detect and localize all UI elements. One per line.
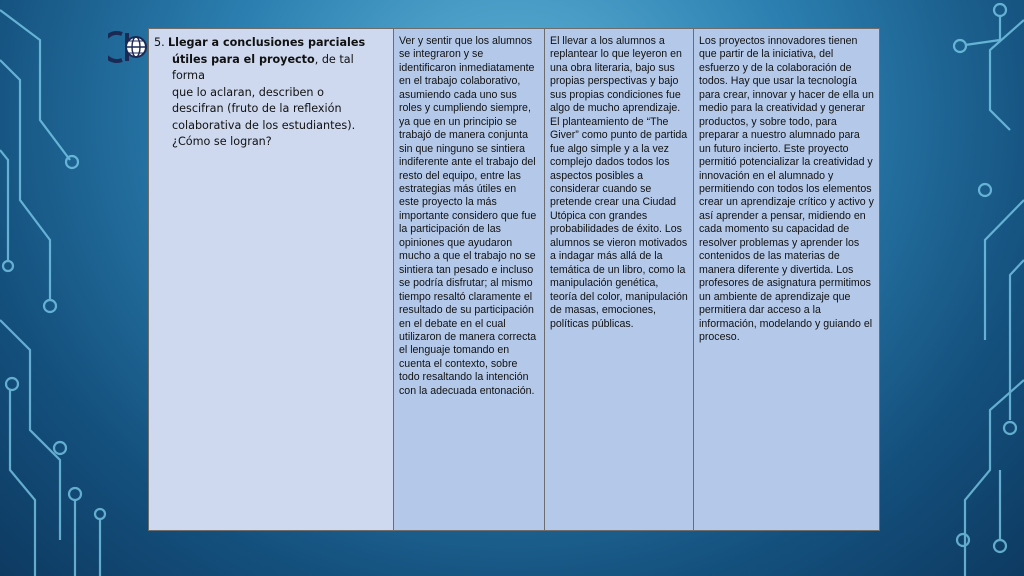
table-row: [149, 29, 880, 531]
question-line-3: que lo aclaran, describen o: [172, 85, 324, 99]
answer-cell-3: [694, 29, 880, 531]
answer-cell-1: [394, 29, 545, 531]
question-line-2: , de tal forma: [172, 52, 354, 82]
question-number: 5.: [154, 36, 165, 49]
answer-text-1: Ver y sentir que los alumnos se integraron y se identificaron inmediatamente en el trabajo colaborativo, asumiendo cada uno sus roles y cumpliendo siempre, ya que en un principio se trabajó de manera conjunta sin que ninguno se sintiera indiferente ante el trabajo del resto del equipo, entre las estrategias más útiles en este proyecto la más importante considero que fue la participación de las opiniones que ayudaron mucho a que el trabajo no se sintiera tan pesado e incluso se podría disfrutar; al mismo tiempo resaltó claramente el resultado de su participación en el debate en el cual utilizaron de manera correcta el lenguaje tomando en cuenta el contexto, sobre todo resaltando la intención con la adecuada entonación.: [399, 35, 537, 397]
answer-text-2: El llevar a los alumnos a replantear lo que leyeron en una obra literaria, bajo sus propias perspectivas y bajo sus propias condiciones fue algo de mucho aprendizaje. El planteamiento de “The Giver” como punto de partida fue algo simple y a la vez complejo dados todos los aspectos posibles a considerar cuando se pretende crear una Ciudad Utópica con grandes probabilidades de éxito. Los alumnos se vieron motivados a indagar más allá de la temática de un libro, como la manipulación genética, teoría del color, manipulación de masas, emociones, políticas públicas.: [550, 35, 688, 330]
question-title-2: útiles para el proyecto: [172, 52, 315, 66]
question-line-5: colaborativa de los estudiantes).: [172, 118, 356, 132]
institution-globe-logo: [108, 30, 148, 64]
answer-text-3: Los proyectos innovadores tienen que partir de la iniciativa, del esfuerzo y de la colaboración de todos. Hay que usar la tecnología para crear, innovar y hacer de ella un medio para la creatividad y generar productos, y sobre todo, para preparar a nuestro alumnado para un futuro incierto. Este proyecto permitió potencializar la creatividad y innovación en el alumnado y permitiendo con todos los elementos crear un aprendizaje crítico y activo y así aprender a pensar, midiendo en cada momento su capacidad de resolver problemas y aprender los contenidos de las materias de manera diferente y divertida. Los profesores de asignatura permitimos un ambiente de aprendizaje que permitiera dar acceso a la información, modelando y guiando el proceso.: [699, 35, 874, 343]
question-line-6: ¿Cómo se logran?: [172, 135, 272, 148]
conclusions-table: [148, 28, 880, 531]
question-title: Llegar a conclusiones parciales: [168, 36, 366, 49]
question-line-4: descifran (fruto de la reflexión: [172, 102, 342, 115]
answer-cell-2: [545, 29, 694, 531]
question-cell: [149, 29, 394, 531]
question-text: [154, 35, 388, 151]
